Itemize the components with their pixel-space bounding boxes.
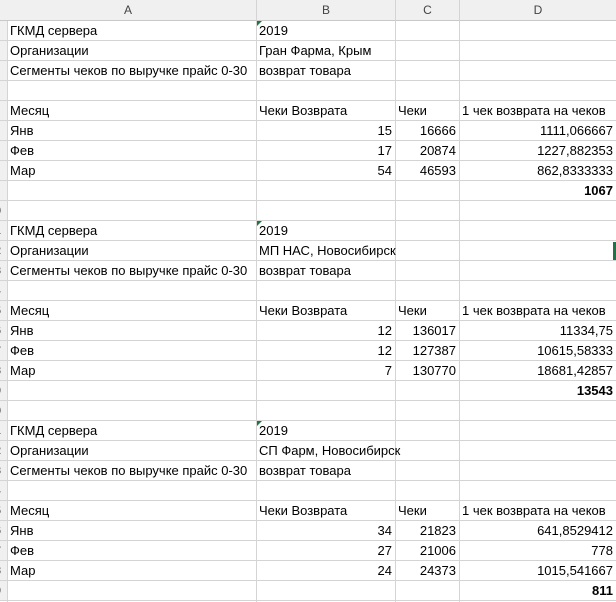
row-header[interactable] [0, 141, 7, 161]
row-header[interactable] [0, 301, 7, 321]
total-cell[interactable]: 811 [592, 583, 613, 598]
value-cell[interactable]: 127387 [412, 343, 456, 358]
value-cell[interactable]: 10615,58333 [537, 343, 613, 358]
row-header[interactable] [0, 121, 7, 141]
month-cell[interactable]: Янв [10, 523, 34, 538]
month-cell[interactable]: Янв [10, 123, 34, 138]
column-header-a[interactable]: A [0, 0, 257, 21]
row-header[interactable] [0, 201, 7, 221]
column-header-c[interactable]: C [396, 0, 460, 21]
value-cell[interactable]: 11334,75 [559, 323, 613, 338]
month-cell[interactable]: Фев [10, 143, 35, 158]
row-header[interactable] [0, 361, 7, 381]
text-number-indicator-icon [257, 221, 262, 226]
row-header[interactable] [0, 61, 7, 81]
org-value-cell[interactable]: СП Фарм, Новосибирск [259, 443, 401, 458]
value-cell[interactable]: 778 [591, 543, 613, 558]
value-cell[interactable]: 1111,066667 [539, 123, 613, 138]
value-cell[interactable]: 130770 [412, 363, 456, 378]
row-header[interactable] [0, 181, 7, 201]
value-cell[interactable]: 24373 [419, 563, 456, 578]
gkmd-label-cell[interactable]: ГКМД сервера [10, 423, 98, 438]
value-cell[interactable]: 1015,541667 [537, 563, 613, 578]
column-title-cell[interactable]: Чеки [398, 303, 427, 318]
row-header[interactable] [0, 41, 7, 61]
segment-value-cell[interactable]: возврат товара [259, 63, 351, 78]
column-title-cell[interactable]: 1 чек возврата на чеков [462, 103, 606, 118]
value-cell[interactable]: 24 [377, 563, 392, 578]
segment-value-cell[interactable]: возврат товара [259, 463, 351, 478]
value-cell[interactable]: 18681,42857 [537, 363, 613, 378]
org-value-cell[interactable]: МП НАС, Новосибирск [259, 243, 396, 258]
value-cell[interactable]: 1227,882353 [537, 143, 613, 158]
value-cell[interactable]: 20874 [419, 143, 456, 158]
column-header-d[interactable]: D [460, 0, 616, 21]
column-title-cell[interactable]: 1 чек возврата на чеков [462, 303, 606, 318]
row-header[interactable] [0, 581, 7, 601]
org-label-cell[interactable]: Организации [10, 443, 89, 458]
value-cell[interactable]: 21006 [419, 543, 456, 558]
gkmd-value-cell[interactable]: 2019 [259, 23, 288, 38]
value-cell[interactable]: 12 [377, 323, 392, 338]
column-title-cell[interactable]: Чеки [398, 503, 427, 518]
value-cell[interactable]: 17 [377, 143, 392, 158]
month-cell[interactable]: Мар [10, 563, 36, 578]
row-header[interactable] [0, 521, 7, 541]
row-header[interactable] [0, 401, 7, 421]
value-cell[interactable]: 54 [377, 163, 392, 178]
row-header[interactable] [0, 101, 7, 121]
row-header[interactable] [0, 321, 7, 341]
column-title-cell[interactable]: Чеки Возврата [259, 503, 348, 518]
value-cell[interactable]: 21823 [419, 523, 456, 538]
org-label-cell[interactable]: Организации [10, 243, 89, 258]
month-cell[interactable]: Фев [10, 543, 35, 558]
row-header[interactable] [0, 281, 7, 301]
month-cell[interactable]: Янв [10, 323, 34, 338]
row-header[interactable] [0, 501, 7, 521]
column-title-cell[interactable]: Месяц [10, 503, 50, 518]
value-cell[interactable]: 27 [377, 543, 392, 558]
gkmd-label-cell[interactable]: ГКМД сервера [10, 23, 98, 38]
row-header[interactable] [0, 561, 7, 581]
row-header[interactable] [0, 221, 7, 241]
month-cell[interactable]: Мар [10, 163, 36, 178]
gkmd-value-cell[interactable]: 2019 [259, 223, 288, 238]
segment-label-cell[interactable]: Сегменты чеков по выручке прайс 0-30 [10, 463, 248, 478]
column-title-cell[interactable]: Чеки [398, 103, 427, 118]
org-label-cell[interactable]: Организации [10, 43, 89, 58]
row-header[interactable] [0, 241, 7, 261]
column-title-cell[interactable]: Чеки Возврата [259, 103, 348, 118]
row-header[interactable] [0, 381, 7, 401]
value-cell[interactable]: 862,8333333 [537, 163, 613, 178]
segment-value-cell[interactable]: возврат товара [259, 263, 351, 278]
row-header[interactable] [0, 421, 7, 441]
month-cell[interactable]: Мар [10, 363, 36, 378]
row-header[interactable] [0, 161, 7, 181]
row-header[interactable] [0, 341, 7, 361]
row-header[interactable] [0, 481, 7, 501]
row-header[interactable] [0, 541, 7, 561]
row-header[interactable] [0, 441, 7, 461]
value-cell[interactable]: 136017 [412, 323, 456, 338]
value-cell[interactable]: 12 [377, 343, 392, 358]
value-cell[interactable]: 34 [377, 523, 392, 538]
column-header-b[interactable]: B [257, 0, 396, 21]
total-cell[interactable]: 1067 [584, 183, 613, 198]
row-header[interactable] [0, 21, 7, 41]
org-value-cell[interactable]: Гран Фарма, Крым [259, 43, 372, 58]
text-number-indicator-icon [257, 21, 262, 26]
row-header[interactable] [0, 261, 7, 281]
value-cell[interactable]: 46593 [419, 163, 456, 178]
value-cell[interactable]: 16666 [419, 123, 456, 138]
value-cell[interactable]: 641,8529412 [537, 523, 613, 538]
value-cell[interactable]: 7 [384, 363, 392, 378]
total-cell[interactable]: 13543 [576, 383, 613, 398]
column-title-cell[interactable]: Чеки Возврата [259, 303, 348, 318]
value-cell[interactable]: 15 [377, 123, 392, 138]
row-header[interactable] [0, 81, 7, 101]
row-header[interactable] [0, 461, 7, 481]
column-title-cell[interactable]: Месяц [10, 103, 50, 118]
column-title-cell[interactable]: 1 чек возврата на чеков [462, 503, 606, 518]
gkmd-label-cell[interactable]: ГКМД сервера [10, 223, 98, 238]
segment-label-cell[interactable]: Сегменты чеков по выручке прайс 0-30 [10, 263, 248, 278]
gkmd-value-cell[interactable]: 2019 [259, 423, 288, 438]
segment-label-cell[interactable]: Сегменты чеков по выручке прайс 0-30 [10, 63, 248, 78]
month-cell[interactable]: Фев [10, 343, 35, 358]
text-number-indicator-icon [257, 421, 262, 426]
column-title-cell[interactable]: Месяц [10, 303, 50, 318]
